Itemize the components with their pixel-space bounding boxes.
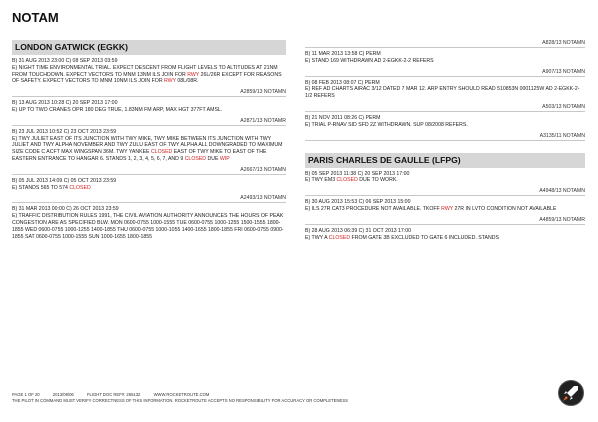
notam-text-segment: E) TWY EM3	[305, 177, 337, 184]
notam-entry	[305, 80, 585, 112]
notam-validity: B) 08 FEB 2013 08:07 C) PERM	[305, 79, 380, 86]
notam-validity: B) 23 JUL 2013 10:52 C) 23 OCT 2013 23:59	[12, 128, 117, 135]
page-number: PAGE 1 OF 20	[12, 392, 40, 397]
notam-list	[305, 171, 585, 242]
page-title: NOTAM	[12, 10, 59, 25]
flight-doc-ref: FLIGHT DOC REF#: 265132	[86, 392, 141, 397]
notam-id: A2667/13 NOTAMN	[240, 166, 286, 173]
disclaimer: THE PILOT IN COMMAND MUST VERIFY CORRECTNESS OF THIS INFORMATION. ROCKETROUTE ACCEPTS NO RESPONSIBILITY FOR ACCURACY OR COMPLETENESS	[12, 398, 348, 403]
notam-text-segment: 08L/08R.	[175, 78, 199, 85]
notam-entry	[305, 171, 585, 197]
notam-entry	[305, 51, 585, 77]
notam-validity: B) 30 AUG 2013 15:53 C) 06 SEP 2013 15:00	[305, 199, 411, 206]
notam-entry	[12, 129, 286, 175]
notam-text-segment: E) STANDS 565 TO 574	[12, 184, 70, 191]
notam-text-segment: E) TWY JULIET EAST OF ITS JUNCTION WITH TWY MIKE, TWY MIKE BETWEEN ITS JUNCTION WITH TWY JULIET AND TWY ALPHA NOVEMBER AND TWY ZULU EAST OF TWY ALPHA ALL DOWNGRADED TO MAXIMUM SIZE CODE C ACFT MAX WINGSPAN 36M. TWY YANKEE	[12, 135, 283, 156]
highlight-keyword: CLOSED	[184, 155, 207, 162]
left-column	[12, 40, 286, 240]
website-link[interactable]: WWW.ROCKETROUTE.COM	[153, 392, 210, 397]
notam-text-segment: E) TRAFFIC DISTRIBUTION RULES 1991, THE CIVIL AVIATION AUTHORITY ANNOUNCES THE HOURS OF PEAK CONGESTION ARE AS SPECIFIED BLW. MON 0600-0755 1000-1555 TUE 0600-0755 1000-1255 1500-1555 1800-1855 WED 0600-0755 1000-1255 1400-1855 THU 0600-0755 1000-1055 1400-1655 1800-1855 FRI 0600-0755 0900-1855 SAT 0600-0755 1000-1555 SUN 1000-1655 1800-1855	[12, 213, 284, 240]
notam-text-segment: E) NIGHT TIME ENVIRONMENTAL TRIAL. EXPECT DESCENT FROM FLIGHT LEVELS TO ALTITUDES AT 21NM FROM TOUCHDOWN. EXPECT VECTORS TO MNM 13NM ILS JOIN FOR	[12, 64, 278, 78]
notam-text-segment: DUE TO WORK.	[357, 177, 398, 184]
notam-id: A2871/13 NOTAMR	[240, 117, 286, 124]
notam-id: A503/13 NOTAMN	[542, 103, 585, 110]
notam-validity: B) 31 AUG 2013 23:00 C) 08 SEP 2013 03:59	[12, 58, 118, 64]
notam-list	[12, 58, 286, 240]
notam-text-segment: E) STAND 169 WITHDRAWN AD 2-EGKK-2-2 REFERS	[305, 57, 434, 64]
notam-text	[305, 58, 585, 65]
notam-entry	[12, 100, 286, 126]
highlight-keyword: CLOSED	[69, 184, 91, 191]
highlight-keyword: CLOSED	[328, 234, 351, 241]
notam-validity: B) 05 JUL 2013 14:09 C) 05 OCT 2013 23:59	[12, 177, 117, 184]
notam-id: A828/13 NOTAMN	[542, 40, 585, 46]
highlight-keyword: CLOSED	[336, 177, 358, 184]
notam-validity: B) 13 AUG 2013 10:28 C) 20 SEP 2013 17:00	[12, 100, 118, 107]
notam-text-segment: EAST OF TWY MIKE TO EAST OF THE EASTERN ENTRANCE TO HANGAR 6. STANDS 1, 2, 3, 4, 5, 6, 7, AND 9	[12, 149, 267, 162]
notam-text-segment: DUE	[206, 155, 220, 162]
notam-text	[305, 122, 585, 129]
notam-text	[12, 107, 286, 114]
notam-entry	[12, 58, 286, 97]
notam-entry	[305, 115, 585, 141]
notam-entry	[305, 228, 585, 242]
notam-text	[12, 136, 286, 163]
notam-id: A3135/11 NOTAMN	[539, 132, 585, 139]
highlight-keyword: RWY	[441, 205, 454, 212]
notam-text-segment: E) TWY A	[305, 234, 329, 241]
page-footer	[12, 392, 532, 404]
notam-id: A4948/13 NOTAMN	[539, 188, 585, 195]
notam-text	[305, 86, 585, 100]
notam-text	[12, 213, 286, 240]
notam-id: A907/13 NOTAMN	[542, 68, 585, 75]
notam-text	[12, 185, 286, 192]
rocket-icon	[558, 380, 584, 406]
notam-list	[305, 51, 585, 141]
notam-validity: B) 28 AUG 2013 06:39 C) 31 OCT 2013 17:00	[305, 227, 412, 234]
notam-text-segment: 27R IN LVTO CONDITION NOT AVAILABLE	[453, 205, 557, 212]
section-heading: LONDON GATWICK (EGKK)	[12, 40, 286, 55]
notam-entry	[305, 199, 585, 225]
notam-text-segment: E) TRIAL P-RNAV SID SFD 2Z WITHDRAWN. SUP 08/2008 REFERS.	[305, 121, 468, 128]
highlight-keyword: WIP	[219, 155, 230, 162]
notam-text-segment: 26L/26R EXCEPT FOR REASONS OF SAFETY. EXPECT VECTORS TO MNM 10NM ILS JOIN FOR	[12, 71, 282, 85]
notam-text	[12, 65, 286, 85]
notam-validity: B) 11 MAR 2013 13:58 C) PERM	[305, 51, 381, 57]
footer-date: 2013/09/06	[52, 392, 74, 397]
notam-text	[305, 206, 585, 213]
notam-text-segment: E) UP TO TWO CRANES OPR 180 DEG TRUE, 1.83NM FM ARP, MAX HGT 377FT AMSL.	[12, 106, 223, 113]
right-column	[305, 40, 585, 241]
notam-id: A2859/13 NOTAMN	[240, 89, 286, 96]
highlight-keyword: CLOSED	[150, 149, 173, 156]
highlight-keyword: RWY	[164, 78, 176, 85]
notam-text-segment: FROM GATE 3B EXCLUDED TO GATE 6 INCLUDED. STANDS	[350, 234, 499, 241]
highlight-keyword: RWY	[187, 71, 200, 78]
notam-text-segment: E) REF AD CHARTS AIRAC 3/12 DATED 7 MAR 12. ARP ENTRY SHOULD READ 510853N 0001125W AD 2-EGKK-2-1/2 REFERS	[305, 86, 580, 100]
section-heading: PARIS CHARLES DE GAULLE (LFPG)	[305, 153, 585, 168]
notam-text	[305, 177, 585, 184]
notam-entry	[12, 178, 286, 204]
notam-text-segment: E) ILS 27R CAT3 PROCEDURE NOT AVAILABLE. TKOFF	[305, 205, 442, 212]
notam-id: A2493/13 NOTAMN	[240, 195, 286, 202]
notam-id: A4859/13 NOTAMR	[539, 216, 585, 223]
notam-validity: B) 21 NOV 2011 08:26 C) PERM	[305, 114, 381, 121]
notam-entry	[12, 206, 286, 240]
notam-validity: B) 05 SEP 2013 11:38 C) 20 SEP 2013 17:00	[305, 170, 410, 177]
notam-text	[305, 235, 585, 242]
notam-validity: B) 31 MAR 2013 00:00 C) 26 OCT 2013 23:59	[12, 206, 119, 213]
